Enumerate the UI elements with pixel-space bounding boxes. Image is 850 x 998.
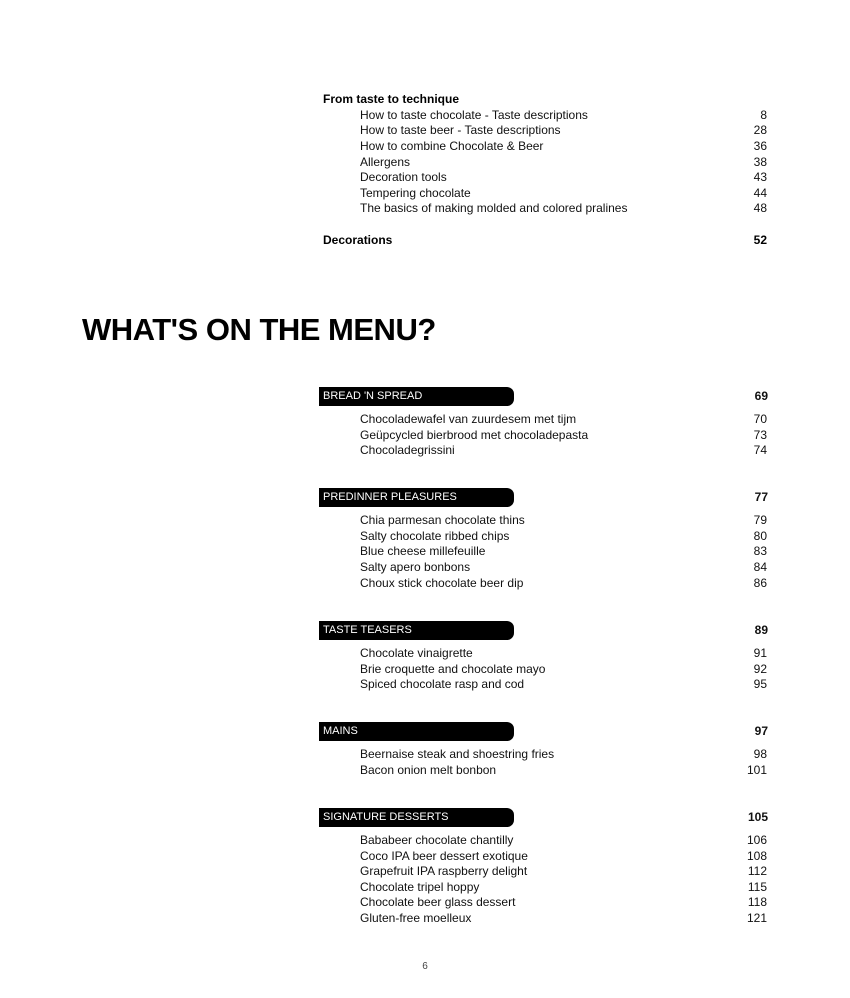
toc-entry-page: 73 (753, 428, 767, 442)
toc-entry-label: How to taste beer - Taste descriptions (360, 123, 561, 137)
toc-entry-label: Gluten-free moelleux (360, 911, 472, 925)
toc-entry[interactable] (360, 442, 767, 458)
menu-title: WHAT'S ON THE MENU? (82, 312, 436, 347)
toc-entry-label: Bababeer chocolate chantilly (360, 833, 514, 847)
toc-entry-label: How to taste chocolate - Taste descriptions (360, 108, 588, 122)
toc-entry[interactable] (360, 559, 767, 575)
toc-entry-label: Chocoladegrissini (360, 443, 455, 457)
section-header[interactable] (319, 621, 768, 641)
toc-entry[interactable] (360, 185, 767, 201)
toc-entry-label: Brie croquette and chocolate mayo (360, 662, 546, 676)
toc-entry[interactable] (360, 832, 767, 848)
toc-entry-label: Bacon onion melt bonbon (360, 763, 497, 777)
section-page: 69 (754, 389, 768, 403)
toc-entry-page: 28 (753, 123, 767, 137)
toc-entry-page: 43 (753, 170, 767, 184)
toc-entry-label: Spiced chocolate rasp and cod (360, 677, 525, 691)
toc-entry-label: Chocolate vinaigrette (360, 646, 473, 660)
toc-entry-page: 84 (753, 560, 767, 574)
toc-entry[interactable] (360, 762, 767, 778)
toc-entry-label: Tempering chocolate (360, 186, 471, 200)
toc-decorations-entry[interactable] (323, 232, 767, 248)
toc-entry-label: Chocolate beer glass dessert (360, 895, 516, 909)
toc-entry-label: Grapefruit IPA raspberry delight (360, 864, 528, 878)
toc-decorations-page: 52 (753, 233, 767, 247)
toc-entry-page: 121 (746, 911, 767, 925)
toc-entry-page: 36 (753, 139, 767, 153)
toc-entry[interactable] (360, 910, 767, 926)
toc-entry-page: 118 (747, 895, 767, 909)
toc-entry[interactable] (360, 512, 767, 528)
toc-entry-page: 48 (753, 201, 767, 215)
toc-entry-label: Blue cheese millefeuille (360, 544, 486, 558)
section-page: 97 (754, 724, 768, 738)
toc-entry-page: 101 (746, 763, 767, 777)
toc-entry[interactable] (360, 107, 767, 123)
toc-entry[interactable] (360, 575, 767, 591)
toc-entry-page: 115 (747, 880, 767, 894)
section-title: SIGNATURE DESSERTS (319, 808, 514, 827)
section-header[interactable] (319, 387, 768, 407)
toc-entry-page: 74 (753, 443, 767, 457)
toc-entry-page: 70 (753, 412, 767, 426)
toc-entry-label: Beernaise steak and shoestring fries (360, 747, 555, 761)
toc-entry-label: Chocolate tripel hoppy (360, 880, 480, 894)
toc-entry[interactable] (360, 138, 767, 154)
section-page: 105 (747, 810, 768, 824)
toc-entry[interactable] (360, 122, 767, 138)
intro-heading (323, 91, 767, 107)
toc-entry-page: 98 (753, 747, 767, 761)
toc-entry[interactable] (360, 154, 767, 170)
intro-heading-label: From taste to technique (323, 92, 460, 106)
toc-entry-label: How to combine Chocolate & Beer (360, 139, 544, 153)
toc-entry[interactable] (360, 169, 767, 185)
toc-entry-page: 106 (746, 833, 767, 847)
section-title: BREAD 'N SPREAD (319, 387, 514, 406)
toc-entry-label: Salty apero bonbons (360, 560, 471, 574)
toc-entry[interactable] (360, 848, 767, 864)
page-number: 6 (422, 961, 428, 972)
toc-entry[interactable] (360, 528, 767, 544)
toc-entry-label: Decoration tools (360, 170, 447, 184)
toc-entry[interactable] (360, 661, 767, 677)
toc-entry-page: 108 (746, 849, 767, 863)
toc-entry-label: Salty chocolate ribbed chips (360, 529, 510, 543)
toc-entry-label: Geüpcycled bierbrood met chocoladepasta (360, 428, 589, 442)
toc-entry-page: 79 (753, 513, 767, 527)
toc-entry[interactable] (360, 645, 767, 661)
toc-entry[interactable] (360, 427, 767, 443)
toc-entry[interactable] (360, 676, 767, 692)
toc-entry-label: Coco IPA beer dessert exotique (360, 849, 528, 863)
toc-entry[interactable] (360, 411, 767, 427)
toc-entry-page: 86 (753, 576, 767, 590)
toc-entry-page: 80 (753, 529, 767, 543)
toc-entry-page: 38 (753, 155, 767, 169)
section-title: PREDINNER PLEASURES (319, 488, 514, 507)
section-header[interactable] (319, 808, 768, 828)
toc-decorations-label: Decorations (323, 233, 393, 247)
section-header[interactable] (319, 722, 768, 742)
toc-entry-label: Chia parmesan chocolate thins (360, 513, 525, 527)
toc-entry-page: 112 (747, 864, 767, 878)
section-title: TASTE TEASERS (319, 621, 514, 640)
section-page: 77 (754, 490, 768, 504)
toc-entry-page: 8 (760, 108, 767, 122)
toc-entry-label: Chocoladewafel van zuurdesem met tijm (360, 412, 577, 426)
toc-entry[interactable] (360, 543, 767, 559)
section-header[interactable] (319, 488, 768, 508)
toc-entry-label: Allergens (360, 155, 411, 169)
toc-entry-label: Choux stick chocolate beer dip (360, 576, 524, 590)
section-title: MAINS (319, 722, 514, 741)
toc-entry[interactable] (360, 200, 767, 216)
toc-entry[interactable] (360, 894, 767, 910)
toc-entry-label: The basics of making molded and colored pralines (360, 201, 628, 215)
toc-entry-page: 95 (753, 677, 767, 691)
toc-entry-page: 83 (753, 544, 767, 558)
toc-entry-page: 44 (753, 186, 767, 200)
toc-entry-page: 92 (753, 662, 767, 676)
toc-entry[interactable] (360, 746, 767, 762)
section-page: 89 (754, 623, 768, 637)
toc-entry[interactable] (360, 863, 767, 879)
toc-entry[interactable] (360, 879, 767, 895)
toc-entry-page: 91 (753, 646, 767, 660)
